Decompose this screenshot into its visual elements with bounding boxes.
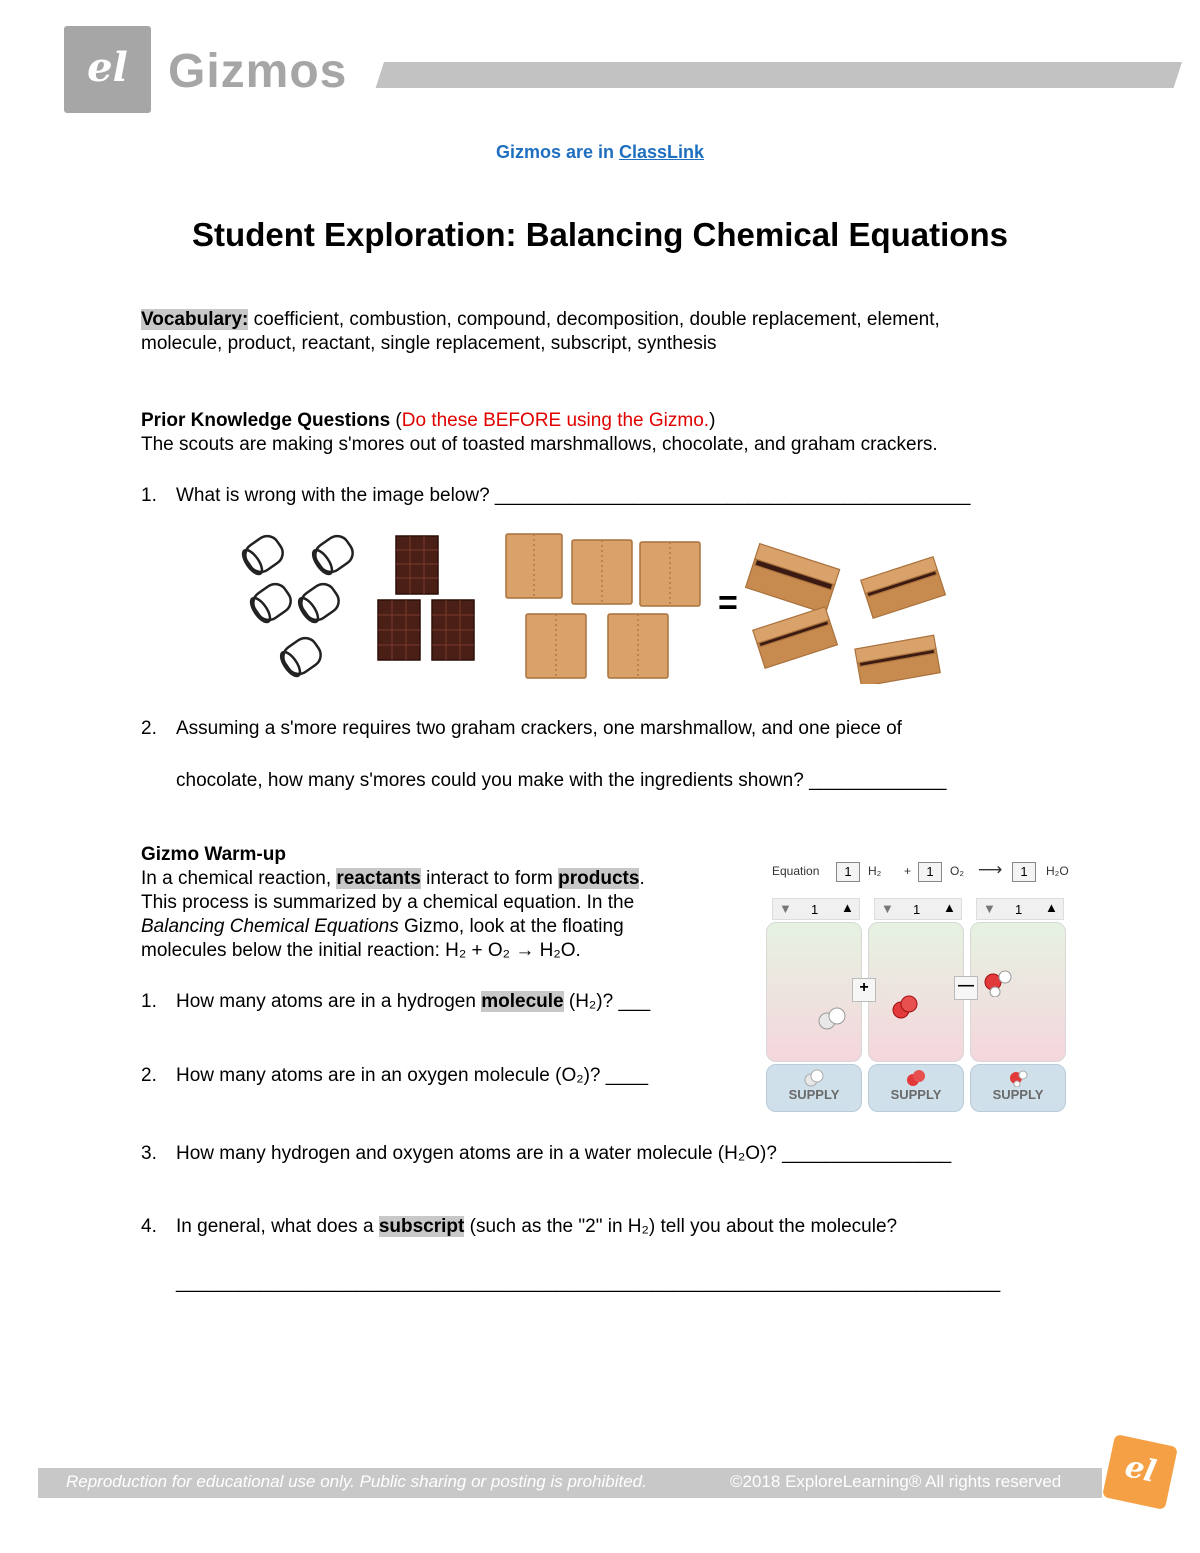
logo-mark: el [87, 44, 128, 91]
explorelearning-logo [1102, 1434, 1178, 1510]
footer-disclaimer: Reproduction for educational use only. Public sharing or posting is prohibited. [66, 1472, 647, 1491]
increment-icon[interactable]: ▲ [943, 900, 956, 915]
term-subscript: subscript [378, 1216, 465, 1237]
equation-label: Equation [772, 864, 820, 878]
reaction-arrow: ⟶ [978, 860, 1003, 879]
classlink-prefix: Gizmos are in [495, 142, 619, 162]
prior-heading: Prior Knowledge Questions [141, 410, 391, 431]
q1-text: (H₂)? ___ [563, 991, 651, 1012]
decrement-icon[interactable]: ▼ [779, 901, 792, 916]
vocabulary-line1: coefficient, combustion, compound, decomposition, double replacement, element, [248, 309, 940, 330]
chocolate-bars [378, 536, 474, 660]
prior-q2-number: 2. [141, 718, 157, 739]
equals-sign: = [718, 584, 738, 622]
supply-label: SUPPLY [992, 1087, 1044, 1102]
warmup-text: interact to form [420, 868, 559, 889]
supply-label: SUPPLY [788, 1087, 840, 1102]
increment-icon[interactable]: ▲ [1045, 900, 1058, 915]
classlink-notice [0, 142, 1200, 163]
reactant-column-2 [868, 922, 964, 1062]
page-title: Student Exploration: Balancing Chemical Equations [192, 216, 1008, 253]
prior-q1: What is wrong with the image below? _____________________________________________ [176, 485, 971, 506]
prior-q1-number: 1. [141, 485, 157, 506]
stepper-2 [874, 898, 962, 920]
prior-knowledge [141, 409, 1101, 457]
stepper-value-1: 1 [811, 902, 819, 917]
column-arrow: — [954, 976, 978, 1000]
warmup-text: This process is summarized by a chemical equation. In the [141, 892, 635, 913]
smores [746, 544, 946, 684]
water-molecule-icon [983, 969, 1015, 997]
vocabulary-label: Vocabulary: [141, 309, 249, 330]
plus-sign: + [904, 864, 912, 878]
term-reactants: reactants [336, 868, 421, 889]
coefficient-box-3[interactable]: 1 [1012, 862, 1036, 882]
stepper-1 [772, 898, 860, 920]
decrement-icon[interactable]: ▼ [983, 901, 996, 916]
vocabulary-line2: molecule, product, reactant, single replacement, subscript, synthesis [141, 333, 717, 354]
footer-logo-mark: el [1121, 1449, 1160, 1490]
prior-q2-line1: Assuming a s'more requires two graham crackers, one marshmallow, and one piece of [176, 718, 902, 739]
warmup-q4-answer-line: ______________________________________________________________________________ [176, 1272, 1001, 1293]
stepper-3 [976, 898, 1064, 920]
stepper-value-3: 1 [1015, 902, 1023, 917]
warmup-q2: How many atoms are in an oxygen molecule (O₂)? ____ [176, 1065, 649, 1086]
warmup-q3-number: 3. [141, 1143, 157, 1164]
increment-icon[interactable]: ▲ [841, 900, 854, 915]
supply-button-2[interactable] [868, 1064, 964, 1112]
oxygen-molecule-icon [903, 1069, 929, 1087]
supply-button-3[interactable] [970, 1064, 1066, 1112]
product-column [970, 922, 1066, 1062]
gizmo-name: Balancing Chemical Equations [141, 916, 399, 937]
species-1: H₂ [868, 864, 882, 878]
q4-text: In general, what does a [176, 1216, 379, 1237]
supply-button-1[interactable] [766, 1064, 862, 1112]
warmup-text: Gizmo, look at the floating [398, 916, 624, 937]
prior-intro: The scouts are making s'mores out of toasted marshmallows, chocolate, and graham crackers. [141, 434, 938, 455]
warmup-q1 [176, 991, 650, 1013]
warmup-text: . [639, 868, 645, 889]
brand-name: Gizmos [168, 45, 348, 98]
column-plus: + [852, 978, 876, 1002]
smores-illustration [236, 528, 966, 684]
prior-note: Do these BEFORE using the Gizmo. [401, 410, 710, 431]
term-molecule: molecule [481, 991, 564, 1012]
stepper-value-2: 1 [913, 902, 921, 917]
q1-text: How many atoms are in a hydrogen [176, 991, 482, 1012]
q4-text: (such as the "2" in H₂) tell you about the molecule? [464, 1216, 898, 1237]
term-products: products [558, 868, 640, 889]
hydrogen-molecule-icon [801, 1069, 827, 1087]
warmup-q4-number: 4. [141, 1216, 157, 1237]
coefficient-box-2[interactable]: 1 [918, 862, 942, 882]
warmup-text: In a chemical reaction, [141, 868, 337, 889]
prior-q2-line2: chocolate, how many s'mores could you make with the ingredients shown? _____________ [176, 770, 947, 791]
water-molecule-icon [1005, 1069, 1031, 1087]
warmup-heading: Gizmo Warm-up [141, 844, 286, 865]
gizmo-panel [762, 858, 1072, 1118]
warmup-q2-number: 2. [141, 1065, 157, 1086]
graham-crackers [506, 534, 700, 678]
warmup-text: molecules below the initial reaction: H₂ + O₂ → H₂O. [141, 940, 581, 961]
classlink-link[interactable]: ClassLink [619, 142, 705, 162]
paren-close: ) [709, 410, 716, 431]
warmup-q3: How many hydrogen and oxygen atoms are in a water molecule (H₂O)? ________________ [176, 1143, 952, 1164]
vocabulary [141, 308, 1081, 356]
hydrogen-molecule-icon [817, 1007, 849, 1031]
marshmallows [239, 531, 357, 679]
warmup-q4 [176, 1216, 897, 1238]
header-bar [376, 62, 1182, 88]
oxygen-molecule-icon [891, 995, 921, 1021]
species-3: H₂O [1046, 864, 1069, 878]
warmup-q1-number: 1. [141, 991, 157, 1012]
species-2: O₂ [950, 864, 964, 878]
decrement-icon[interactable]: ▼ [881, 901, 894, 916]
coefficient-box-1[interactable]: 1 [836, 862, 860, 882]
paren-open: ( [390, 410, 402, 431]
gizmos-logo [64, 26, 151, 113]
warmup-intro [141, 843, 741, 963]
footer-copyright: ©2018 ExploreLearning® All rights reserved [730, 1472, 1062, 1491]
supply-label: SUPPLY [890, 1087, 942, 1102]
reactant-column-1 [766, 922, 862, 1062]
